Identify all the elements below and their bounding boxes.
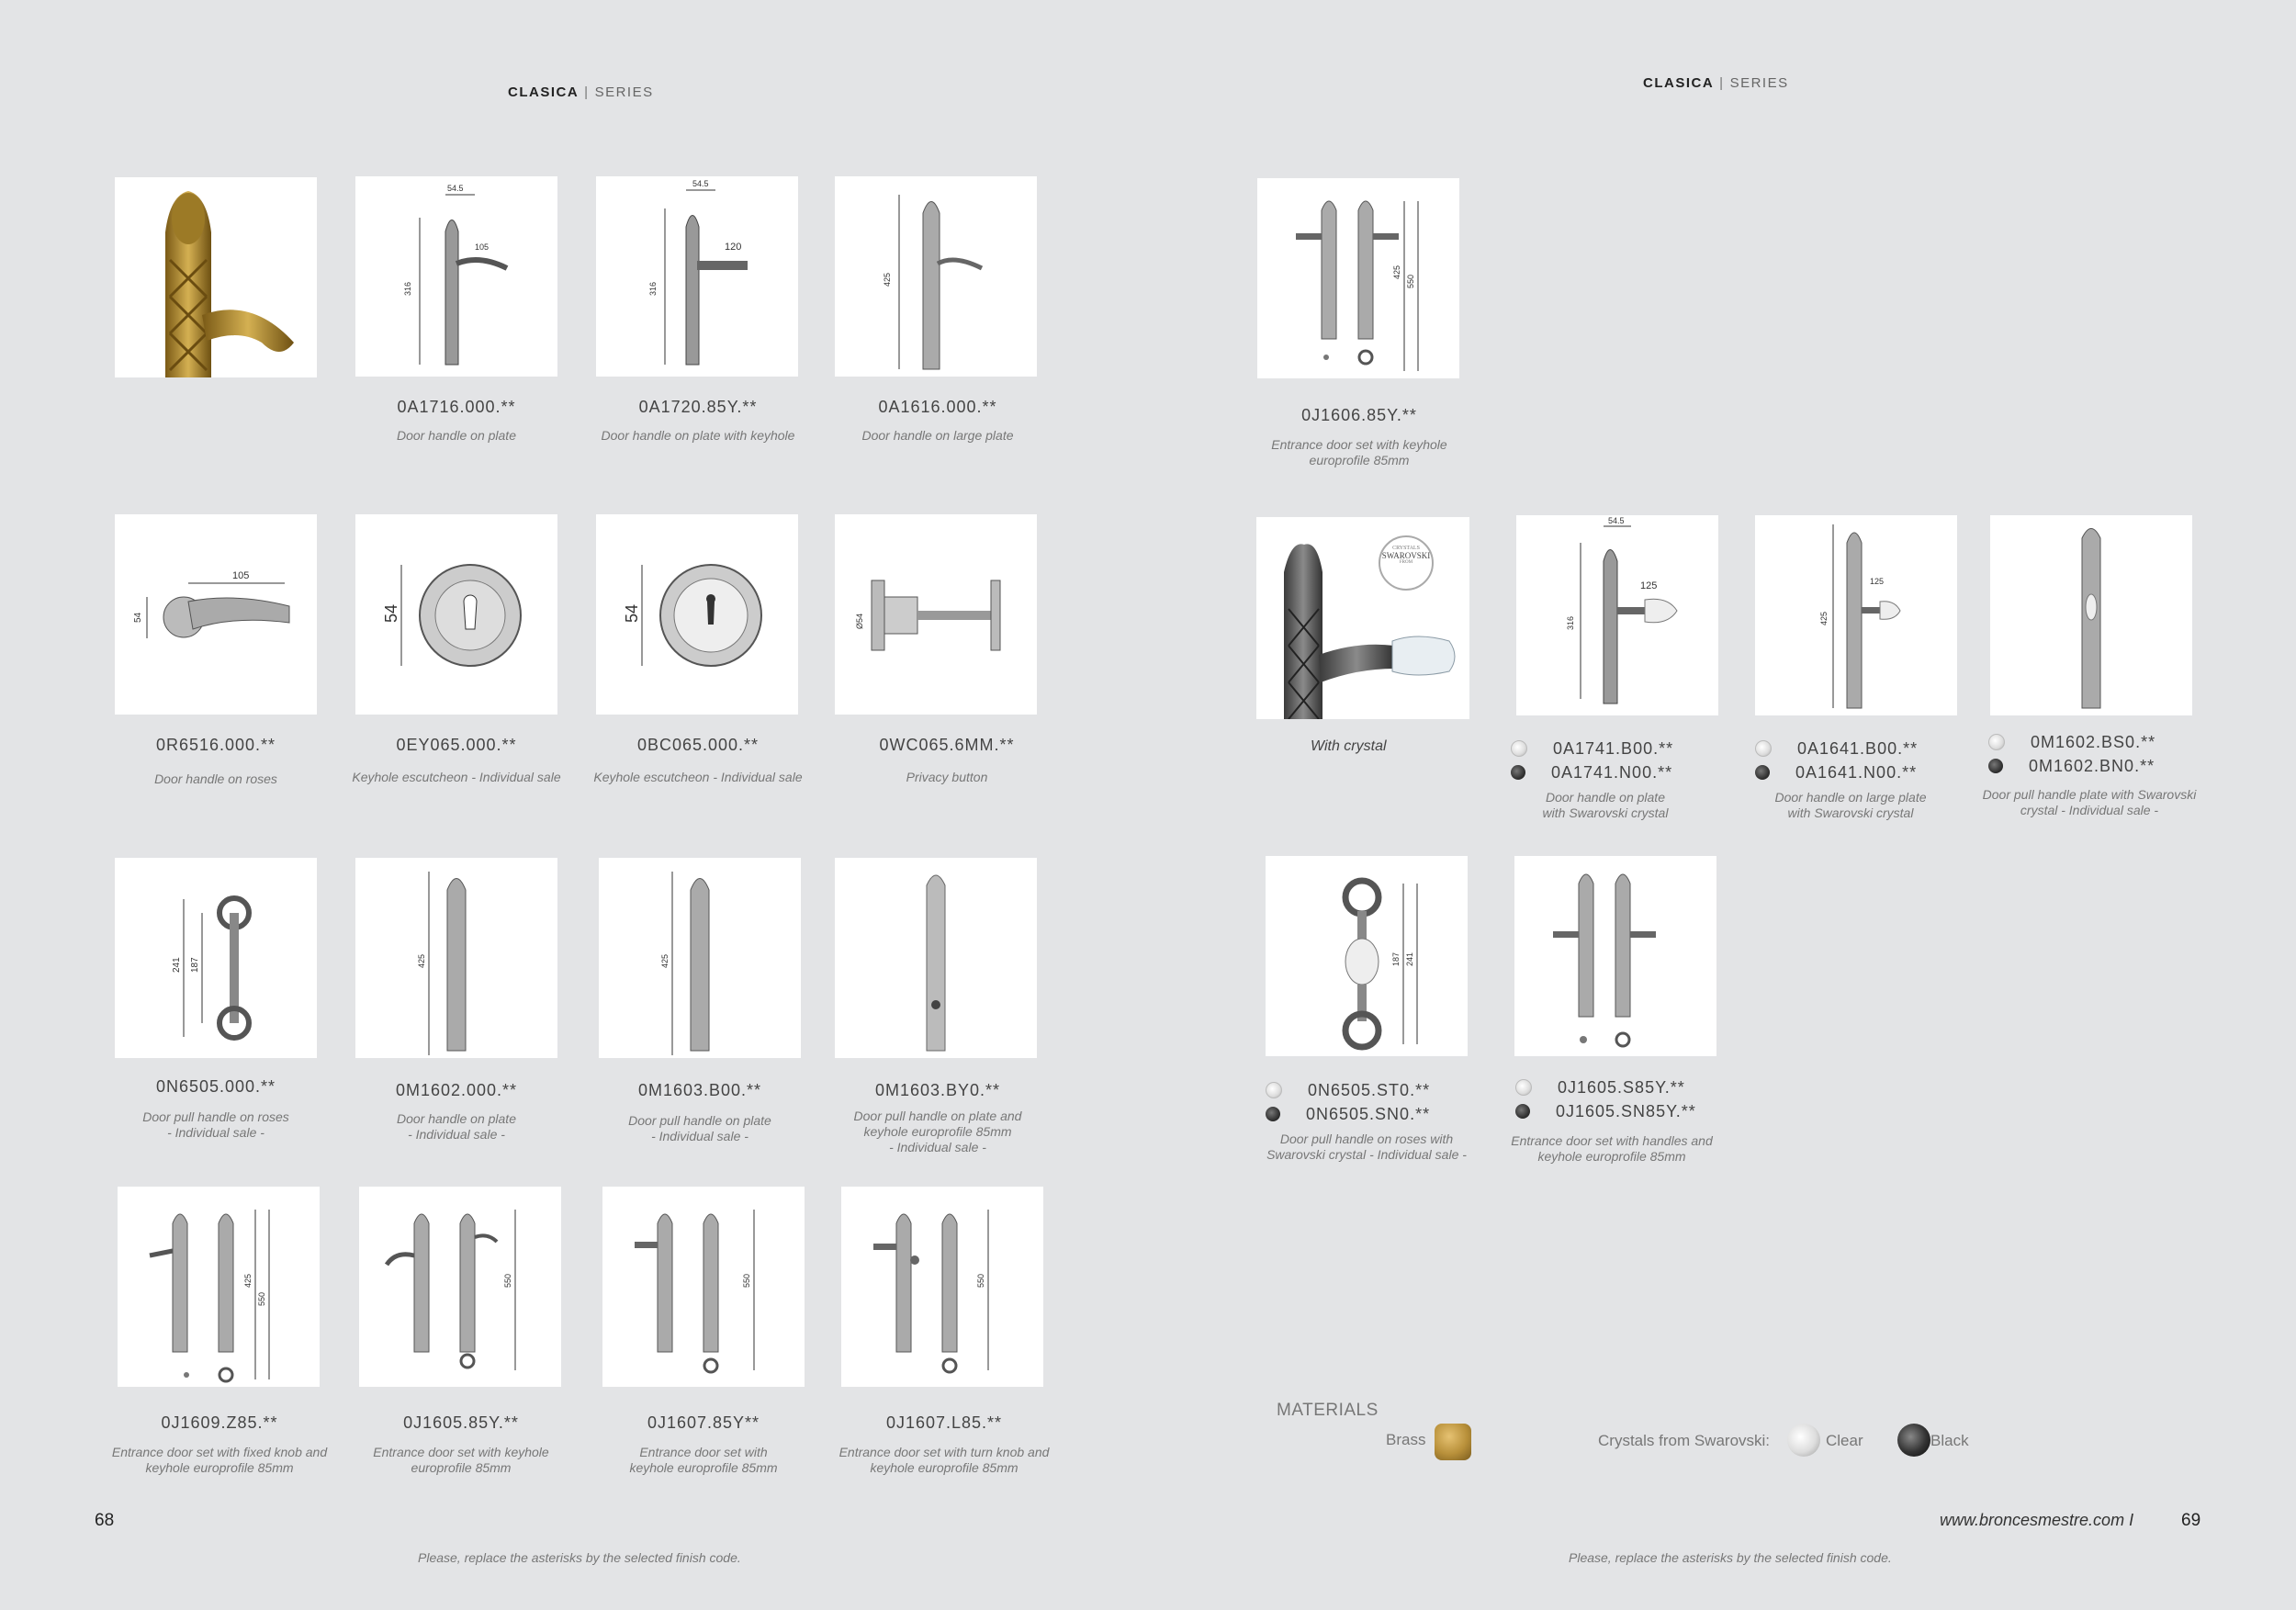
product-drawing — [1257, 178, 1459, 378]
product-drawing — [118, 1187, 320, 1387]
product-drawing — [602, 1187, 805, 1387]
black-crystal-icon — [1755, 765, 1770, 780]
product-description: - Individual sale - — [651, 1129, 748, 1143]
dual-code-block — [1755, 737, 1994, 784]
product-drawing — [1990, 515, 2192, 715]
svg-text:425: 425 — [660, 953, 670, 968]
left-series-header: CLASICA | SERIES — [508, 84, 654, 100]
black-label: Black — [1930, 1432, 1969, 1449]
product-drawing — [841, 1187, 1043, 1387]
svg-text:550: 550 — [742, 1273, 751, 1288]
product-drawing — [596, 176, 798, 377]
black-crystal-icon — [1988, 759, 2003, 773]
product-code: 0M1602.000.** — [395, 1081, 518, 1099]
product-description: Swarovski crystal - Individual sale - — [1266, 1147, 1467, 1162]
product-drawing — [1266, 856, 1468, 1056]
product-code: 0A1716.000.** — [397, 398, 516, 416]
svg-text:125: 125 — [1640, 580, 1658, 591]
product-photo-brass-handle — [115, 177, 317, 377]
product-description: europrofile 85mm — [411, 1460, 512, 1475]
series-word: SERIES — [594, 84, 654, 100]
svg-text:550: 550 — [976, 1273, 985, 1288]
dual-code-block — [1511, 737, 1750, 784]
product-code-black: 0J1605.SN85Y.** — [1556, 1101, 1696, 1120]
product-description: - Individual sale - — [889, 1140, 986, 1154]
product-description: Door handle on large plate — [861, 428, 1014, 443]
brass-label: Brass — [1386, 1431, 1426, 1448]
series-name: CLASICA — [1643, 75, 1715, 91]
product-description: keyhole europrofile 85mm — [629, 1460, 778, 1475]
clear-crystal-icon — [1988, 734, 2005, 750]
clear-crystal-icon — [1515, 1079, 1532, 1096]
clear-crystal-icon — [1511, 740, 1527, 757]
product-code-black: 0A1641.N00.** — [1795, 762, 1918, 782]
product-description: Door handle on plate — [397, 428, 516, 443]
svg-text:54.5: 54.5 — [447, 184, 464, 193]
swarovski-crystals-logo: CRYSTALS SWAROVSKI FROM — [1379, 535, 1434, 591]
clear-crystal-icon — [1266, 1082, 1282, 1098]
website-link[interactable]: www.broncesmestre.com I — [1940, 1511, 2134, 1529]
product-description: Entrance door set with turn knob and — [838, 1445, 1050, 1459]
black-crystal-icon — [1897, 1424, 1930, 1457]
svg-text:316: 316 — [403, 281, 412, 296]
product-code: 0WC065.6MM.** — [879, 736, 1015, 754]
product-description: with Swarovski crystal — [1542, 805, 1669, 820]
svg-text:550: 550 — [1406, 274, 1415, 288]
product-drawing — [355, 514, 557, 715]
product-drawing — [835, 858, 1037, 1058]
product-description: Entrance door set with keyhole — [1271, 437, 1447, 452]
product-code-black: 0A1741.N00.** — [1551, 762, 1673, 782]
product-code: 0BC065.000.** — [636, 736, 760, 754]
svg-text:425: 425 — [883, 272, 892, 287]
svg-text:54: 54 — [133, 612, 143, 623]
product-description: Privacy button — [906, 770, 988, 784]
product-description: Door pull handle on plate — [628, 1113, 771, 1128]
product-description: Entrance door set with — [639, 1445, 768, 1459]
product-drawing — [359, 1187, 561, 1387]
product-description: Door pull handle on roses with — [1279, 1132, 1454, 1146]
product-description: Door handle on plate — [1546, 790, 1665, 805]
svg-text:54.5: 54.5 — [692, 179, 709, 188]
product-drawing — [355, 176, 557, 377]
product-description: Entrance door set with fixed knob and — [111, 1445, 328, 1459]
svg-text:316: 316 — [1566, 615, 1575, 630]
crystals-label: Crystals from Swarovski: — [1598, 1432, 1771, 1449]
product-code-clear: 0J1605.S85Y.** — [1558, 1077, 1685, 1097]
product-code-black: 0N6505.SN0.** — [1306, 1104, 1431, 1123]
svg-text:425: 425 — [417, 953, 426, 968]
materials-title: MATERIALS — [1277, 1401, 1379, 1420]
svg-text:54.5: 54.5 — [1608, 516, 1625, 525]
black-crystal-icon — [1266, 1107, 1280, 1121]
with-crystal-label: With crystal — [1311, 738, 1387, 754]
product-code-clear: 0A1741.B00.** — [1553, 738, 1674, 758]
dual-code-block — [1515, 1075, 1754, 1123]
svg-text:120: 120 — [725, 242, 742, 253]
clear-crystal-icon — [1787, 1424, 1820, 1457]
brass-handle-illustration — [115, 177, 317, 377]
page-number-right: 69 — [2181, 1511, 2201, 1530]
svg-text:241: 241 — [172, 957, 182, 973]
product-drawing — [115, 514, 317, 715]
product-code: 0M1603.BY0.** — [874, 1081, 1001, 1099]
product-code: 0EY065.000.** — [396, 736, 517, 754]
product-drawing — [835, 176, 1037, 377]
product-description: crystal - Individual sale - — [2020, 803, 2159, 817]
svg-text:425: 425 — [243, 1273, 253, 1288]
product-code: 0A1720.85Y.** — [638, 398, 758, 416]
product-description: Door pull handle on plate and — [853, 1109, 1022, 1123]
svg-text:187: 187 — [190, 957, 200, 973]
svg-text:425: 425 — [1819, 611, 1829, 625]
product-code: 0M1603.B00.** — [637, 1081, 762, 1099]
dual-code-block — [1988, 730, 2227, 778]
product-description: Door handle on large plate — [1774, 790, 1927, 805]
product-code: 0R6516.000.** — [155, 736, 276, 754]
product-description: keyhole europrofile 85mm — [870, 1460, 1019, 1475]
series-word: SERIES — [1729, 75, 1789, 91]
product-description: Door handle on plate — [397, 1111, 516, 1126]
product-code: 0J1609.Z85.** — [161, 1413, 278, 1432]
right-series-header: CLASICA | SERIES — [1643, 75, 1789, 91]
svg-text:125: 125 — [1870, 577, 1885, 586]
product-description: Keyhole escutcheon - Individual sale — [352, 770, 561, 784]
svg-text:54: 54 — [382, 603, 400, 623]
product-description: - Individual sale - — [408, 1127, 505, 1142]
product-drawing — [835, 514, 1037, 715]
product-code: 0A1616.000.** — [878, 398, 997, 416]
product-drawing — [596, 514, 798, 715]
product-code: 0J1606.85Y.** — [1301, 406, 1417, 424]
clear-label: Clear — [1826, 1432, 1863, 1449]
footnote-right: Please, replace the asterisks by the selected finish code. — [1569, 1550, 1892, 1565]
page-number-left: 68 — [95, 1511, 115, 1530]
product-code: 0J1607.L85.** — [885, 1413, 1003, 1432]
product-drawing — [1755, 515, 1957, 715]
product-description: Entrance door set with keyhole — [373, 1445, 549, 1459]
black-crystal-icon — [1511, 765, 1525, 780]
product-description: Entrance door set with handles and — [1511, 1133, 1713, 1148]
product-drawing — [599, 858, 801, 1058]
svg-text:241: 241 — [1405, 951, 1414, 966]
product-code-clear: 0N6505.ST0.** — [1308, 1080, 1431, 1099]
product-description: europrofile 85mm — [1309, 453, 1410, 467]
svg-text:425: 425 — [1392, 265, 1401, 279]
product-drawing — [1514, 856, 1716, 1056]
product-description: Keyhole escutcheon - Individual sale — [593, 770, 803, 784]
brass-swatch-icon — [1435, 1424, 1471, 1460]
product-code-clear: 0A1641.B00.** — [1797, 738, 1919, 758]
product-code: 0J1605.85Y.** — [403, 1413, 519, 1432]
product-drawing — [355, 858, 557, 1058]
black-crystal-icon — [1515, 1104, 1530, 1119]
product-code: 0N6505.000.** — [155, 1077, 276, 1096]
product-description: Door pull handle plate with Swarovski — [1982, 787, 2197, 802]
svg-text:105: 105 — [232, 570, 250, 581]
product-code: 0J1607.85Y** — [647, 1413, 760, 1432]
svg-text:550: 550 — [257, 1291, 266, 1306]
product-code-clear: 0M1602.BS0.** — [2031, 732, 2156, 751]
product-description: with Swarovski crystal — [1787, 805, 1914, 820]
product-drawing — [1516, 515, 1718, 715]
crystal-handle-illustration — [1256, 517, 1469, 719]
svg-text:316: 316 — [648, 281, 658, 296]
svg-text:550: 550 — [503, 1273, 512, 1288]
svg-text:105: 105 — [475, 242, 490, 252]
product-code-black: 0M1602.BN0.** — [2029, 756, 2155, 775]
product-description: - Individual sale - — [167, 1125, 264, 1140]
product-drawing — [115, 858, 317, 1058]
product-photo-crystal-handle — [1256, 517, 1469, 719]
product-description: keyhole europrofile 85mm — [145, 1460, 294, 1475]
svg-text:54: 54 — [623, 603, 641, 623]
dual-code-block — [1266, 1078, 1504, 1126]
footnote-left: Please, replace the asterisks by the selected finish code. — [418, 1550, 741, 1565]
product-description: Door pull handle on roses — [142, 1109, 289, 1124]
product-description: Door handle on roses — [154, 771, 277, 786]
product-description: keyhole europrofile 85mm — [1537, 1149, 1686, 1164]
clear-crystal-icon — [1755, 740, 1772, 757]
svg-text:187: 187 — [1391, 951, 1401, 966]
product-description: keyhole europrofile 85mm — [863, 1124, 1012, 1139]
svg-text:Ø54: Ø54 — [855, 613, 864, 629]
series-name: CLASICA — [508, 84, 580, 100]
product-description: Door handle on plate with keyhole — [601, 428, 795, 443]
